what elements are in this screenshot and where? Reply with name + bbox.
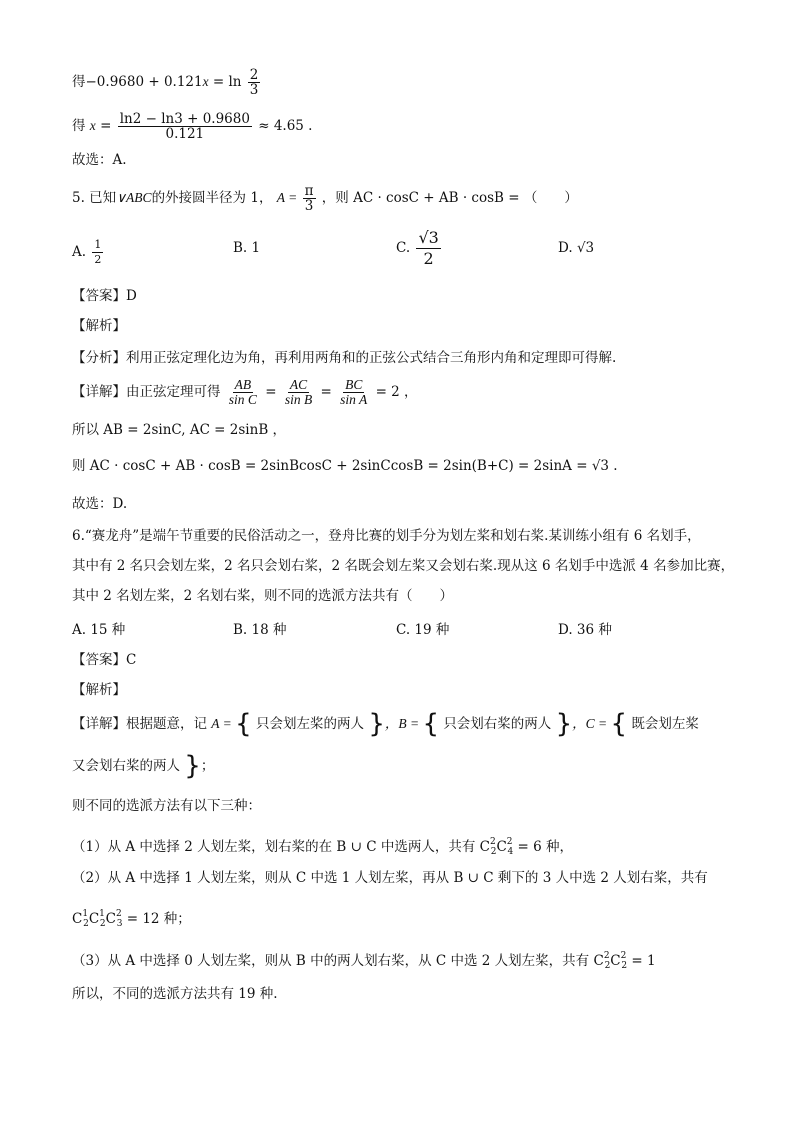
fraction: $\frac{AB}{\text{sin C}}$ <box>228 377 257 407</box>
fraction: $\frac{\pi}{3}$ <box>304 183 314 214</box>
q6-option-d: D. 36 种 <box>558 622 612 638</box>
fraction: $\frac{1}{2}$ <box>94 238 102 266</box>
q6-option-c: C. 19 种 <box>396 622 450 638</box>
fraction: $\frac{\ln 2 - \ln 3 + 0.9680}{0.121}$ <box>119 111 250 142</box>
q5-option-d: D. √3 <box>558 240 595 256</box>
q6-stem-2: 其中有 2 名只会划左桨，2 名只会划右桨，2 名既会划左桨又会划右桨.现从这 6 名划手中选派 4 名参加比赛， <box>72 558 735 574</box>
q5-answer: 【答案】D <box>72 288 137 304</box>
q5-option-c: C. $\frac{√3}{2}$ <box>396 228 439 268</box>
q5-option-a: A. $\frac{1}{2}$ <box>72 238 102 266</box>
q6-case-2: （2）从 A 中选择 1 人划左桨，则从 C 中选 1 人划左桨，再从 B ∪ C 剩下的 3 人中选 2 人划右桨，共有 <box>72 870 708 886</box>
q5-choose: 故选：D. <box>72 496 128 512</box>
q5-analysis: 【分析】利用正弦定理化边为角，再利用两角和的正弦公式结合三角形内角和定理即可得解. <box>72 350 617 366</box>
fraction: $\frac{AC}{\text{sin B}}$ <box>284 377 313 407</box>
q6-case-3: （3）从 A 中选择 0 人划左桨，则从 B 中的两人划右桨，从 C 中选 2 人划左桨，共有 $C^2_2C^2_2 = 1$ <box>72 951 656 971</box>
q6-answer: 【答案】C <box>72 652 137 668</box>
fraction: $\frac{BC}{\text{sin A}}$ <box>340 377 368 407</box>
q6-analysis-head: 【解析】 <box>72 682 126 698</box>
q5-option-b: B. 1 <box>233 240 261 256</box>
q5-detail-line-2: 所以 AB = 2sinC, AC = 2sinB ， <box>72 422 287 438</box>
q5-analysis-head: 【解析】 <box>72 318 126 334</box>
q6-case-1: （1）从 A 中选择 2 人划左桨，划右桨的在 B ∪ C 中选两人，共有 $C^2_2C^2_4 = 6$ 种， <box>72 837 574 857</box>
q6-case-2-result: $C^1_2C^1_2C^2_3 = 12$ 种； <box>72 909 191 929</box>
q5-detail-line-3: 则 AC · cosC + AB · cosB = 2sinBcosC + 2sinCcosB = 2sin(B+C) = 2sinA = √3 . <box>72 458 618 474</box>
choose-answer-4: 故选：A. <box>72 152 127 168</box>
q6-option-a: A. 15 种 <box>72 622 126 638</box>
q6-stem-3: 其中 2 名划左桨，2 名划右桨，则不同的选派方法共有（ ） <box>72 588 454 604</box>
solution-line-2: 得 x = $\frac{\ln 2 - \ln 3 + 0.9680}{0.121}$ ≈ 4.65 . <box>72 111 313 142</box>
q6-detail: 【详解】根据题意，记 A = { 只会划左桨的两人 }，B = { 只会划右桨的两人 }，C = { 既会划左桨 <box>72 709 699 739</box>
solution-line-1: 得−0.9680 + 0.121x = ln $\frac{2}{3}$ <box>72 67 259 98</box>
q6-option-b: B. 18 种 <box>233 622 287 638</box>
q6-stem-1: 6.“赛龙舟”是端午节重要的民俗活动之一，登舟比赛的划手分为划左桨和划右桨.某训练小组有 6 名划手， <box>72 528 701 544</box>
q6-conclusion: 所以，不同的选派方法共有 19 种. <box>72 986 278 1002</box>
q5-detail: 【详解】由正弦定理可得 $\frac{AB}{\text{sin C}}$ = $\frac{AC}{\text{sin B}}$ = $\frac{BC}{\text{sin A}}$ = 2 ， <box>72 377 418 407</box>
question-5-stem: 5. 已知∨ABC的外接圆半径为 1， A = $\frac{\pi}{3}$ ，则 AC · cosC + AB · cosB = （ ） <box>72 183 578 214</box>
q6-detail-cont: 又会划右桨的两人 }； <box>72 751 215 781</box>
q6-three-cases: 则不同的选派方法有以下三种： <box>72 798 261 814</box>
fraction: $\frac{√3}{2}$ <box>418 228 439 268</box>
fraction: $\frac{2}{3}$ <box>249 67 259 98</box>
